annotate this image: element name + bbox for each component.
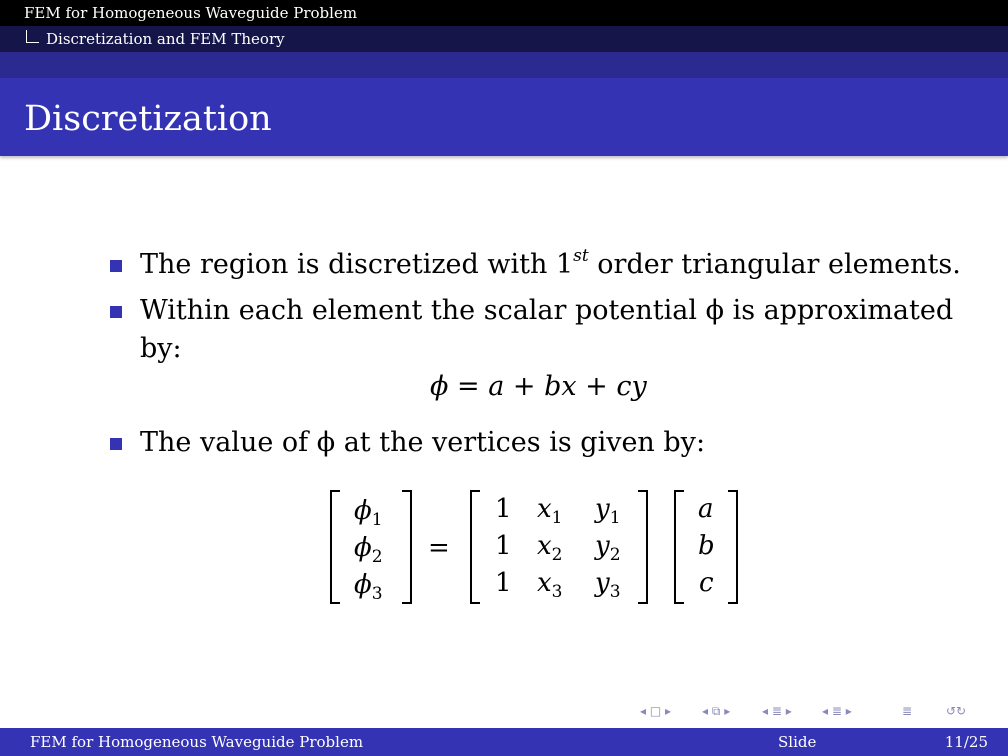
- lhs-sub-3: 3: [371, 584, 383, 604]
- rhs-left-bracket: [674, 490, 684, 604]
- rhs-c-var: c: [699, 568, 714, 598]
- lhs-row-3: [354, 570, 383, 604]
- y-sub-3: 3: [609, 582, 621, 602]
- header-subsection-title[interactable]: Discretization and FEM Theory: [46, 30, 285, 48]
- bullet-1: [140, 248, 961, 282]
- y-var-3: y: [595, 568, 610, 598]
- bullet-marker-1: [110, 260, 122, 272]
- header-section-bar: [0, 0, 1008, 26]
- footer-label: Slide: [778, 733, 817, 751]
- slide-content: [0, 156, 1008, 728]
- footer-bar: [0, 728, 1008, 756]
- rhs-c: [699, 568, 714, 598]
- nav-document-icon[interactable]: ≣: [902, 704, 913, 718]
- nav-section-icon[interactable]: ◂ ≣ ▸: [762, 704, 792, 718]
- matrix-y-3: [595, 568, 621, 602]
- tree-corner-icon: [26, 30, 39, 43]
- footer-title: FEM for Homogeneous Waveguide Problem: [30, 733, 364, 751]
- y-sub-2: 2: [609, 545, 621, 565]
- matrix-x-3: [537, 568, 563, 602]
- matrix-y-2: [595, 531, 621, 565]
- matrix-x-2: [537, 531, 563, 565]
- lhs-sub-2: 2: [371, 547, 383, 567]
- rhs-b-var: b: [698, 531, 715, 561]
- lhs-phi-1: ϕ: [354, 496, 372, 526]
- lhs-phi-3: ϕ: [354, 570, 372, 600]
- lhs-row-1: [354, 496, 383, 530]
- rhs-b: [698, 531, 715, 561]
- rhs-a-var: a: [698, 494, 714, 524]
- matrix-x-1: [537, 494, 563, 528]
- y-var-1: y: [595, 494, 610, 524]
- bullet-3: The value of ϕ at the vertices is given by:: [140, 427, 706, 458]
- equals-sign: =: [428, 533, 450, 563]
- matrix-right-bracket: [638, 490, 648, 604]
- y-sub-1: 1: [609, 508, 621, 528]
- header-subsection-bar: [0, 26, 1008, 52]
- lhs-sub-1: 1: [371, 510, 383, 530]
- x-sub-1: 1: [551, 508, 563, 528]
- matrix-left-bracket: [470, 490, 480, 604]
- footer-page-number: 11/25: [944, 733, 988, 751]
- lhs-row-2: [354, 533, 383, 567]
- bullet-2-line-2: by:: [140, 333, 182, 364]
- bullet-1-text-b: order triangular elements.: [588, 249, 961, 280]
- nav-subsection-icon[interactable]: ◂ ⧉ ▸: [702, 704, 731, 718]
- lhs-phi-2: ϕ: [354, 533, 372, 563]
- header-spacer-bar: [0, 52, 1008, 78]
- x-var-1: x: [537, 494, 552, 524]
- matrix-one-2: 1: [495, 531, 512, 561]
- bullet-marker-2: [110, 306, 122, 318]
- frame-title: Discretization: [24, 99, 272, 139]
- bullet-1-superscript: st: [573, 246, 589, 266]
- x-var-2: x: [537, 531, 552, 561]
- matrix-one-3: 1: [495, 568, 512, 598]
- rhs-a: [698, 494, 714, 524]
- header-section-title[interactable]: FEM for Homogeneous Waveguide Problem: [24, 4, 358, 22]
- matrix-y-1: [595, 494, 621, 528]
- rhs-right-bracket: [728, 490, 738, 604]
- x-var-3: x: [537, 568, 552, 598]
- equation-potential: ϕ = a + bx + cy: [430, 371, 647, 402]
- lhs-right-bracket: [402, 490, 412, 604]
- nav-search-icon[interactable]: ↺↻: [946, 704, 967, 718]
- x-sub-2: 2: [551, 545, 563, 565]
- nav-frame-icon[interactable]: ◂ □ ▸: [640, 704, 672, 718]
- x-sub-3: 3: [551, 582, 563, 602]
- lhs-left-bracket: [330, 490, 340, 604]
- frame-title-bar: [0, 78, 1008, 156]
- bullet-1-text-a: The region is discretized with 1: [140, 249, 574, 280]
- bullet-2-line-1: Within each element the scalar potential ϕ is approximated: [140, 295, 954, 326]
- nav-section-next-icon[interactable]: ◂ ≣ ▸: [822, 704, 852, 718]
- y-var-2: y: [595, 531, 610, 561]
- bullet-marker-3: [110, 438, 122, 450]
- matrix-one-1: 1: [495, 494, 512, 524]
